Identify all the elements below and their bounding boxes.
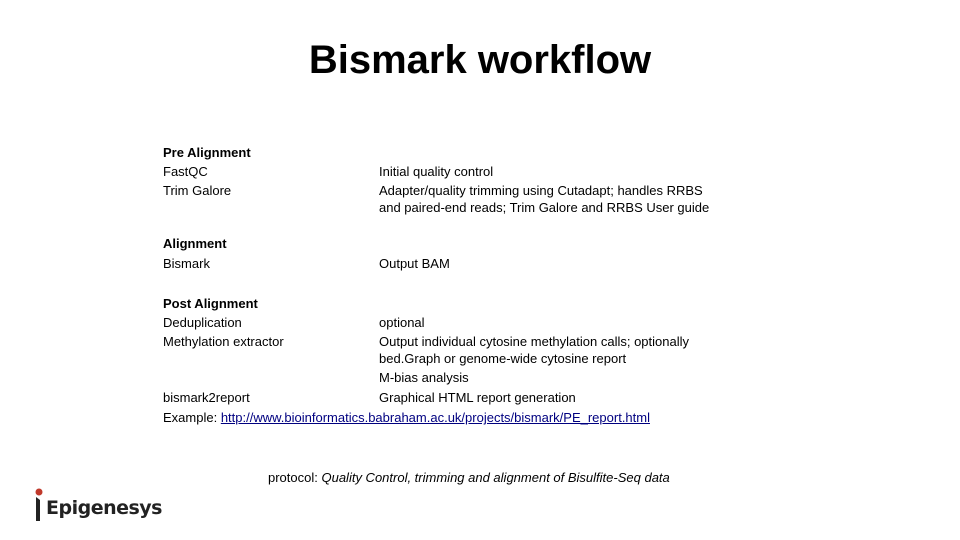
desc-fastqc: Initial quality control: [379, 164, 494, 179]
example-line: [163, 408, 650, 427]
slide-title: Bismark workflow: [308, 38, 652, 82]
desc-deduplication: optional: [379, 315, 425, 330]
desc-methylation-extractor-line-2: bed.Graph or genome-wide cytosine report: [379, 351, 627, 366]
protocol-title: Quality Control, trimming and alignment of Bisulfite-Seq data: [321, 470, 670, 485]
logo-text: Epigenesys: [46, 497, 162, 519]
protocol-label: protocol:: [268, 470, 322, 485]
tool-bismark2report: bismark2report: [163, 390, 250, 405]
tool-methylation-extractor: Methylation extractor: [163, 334, 284, 349]
epigenesys-logo: [34, 487, 162, 523]
protocol-line: [268, 468, 670, 487]
tool-bismark: Bismark: [163, 256, 210, 271]
desc-trim-galore-line-2: and paired-end reads; Trim Galore and RRBS User guide: [379, 200, 710, 215]
example-report-link[interactable]: http://www.bioinformatics.babraham.ac.uk/projects/bismark/PE_report.html: [220, 410, 650, 425]
desc-methylation-extractor-line-1: Output individual cytosine methylation calls; optionally: [379, 334, 690, 349]
tool-fastqc: FastQC: [163, 164, 208, 179]
section-heading-alignment: Alignment: [163, 236, 227, 251]
desc-bismark: Output BAM: [379, 256, 450, 271]
section-heading-post-alignment: Post Alignment: [163, 296, 258, 311]
desc-bismark2report: Graphical HTML report generation: [379, 390, 576, 405]
desc-trim-galore-line-1: Adapter/quality trimming using Cutadapt; handles RRBS: [379, 183, 703, 198]
tool-deduplication: Deduplication: [163, 315, 242, 330]
tool-trim-galore: Trim Galore: [163, 183, 232, 198]
section-heading-pre-alignment: Pre Alignment: [163, 145, 251, 160]
example-label: Example:: [163, 410, 221, 425]
desc-methylation-extractor-line-3: M-bias analysis: [379, 370, 469, 385]
